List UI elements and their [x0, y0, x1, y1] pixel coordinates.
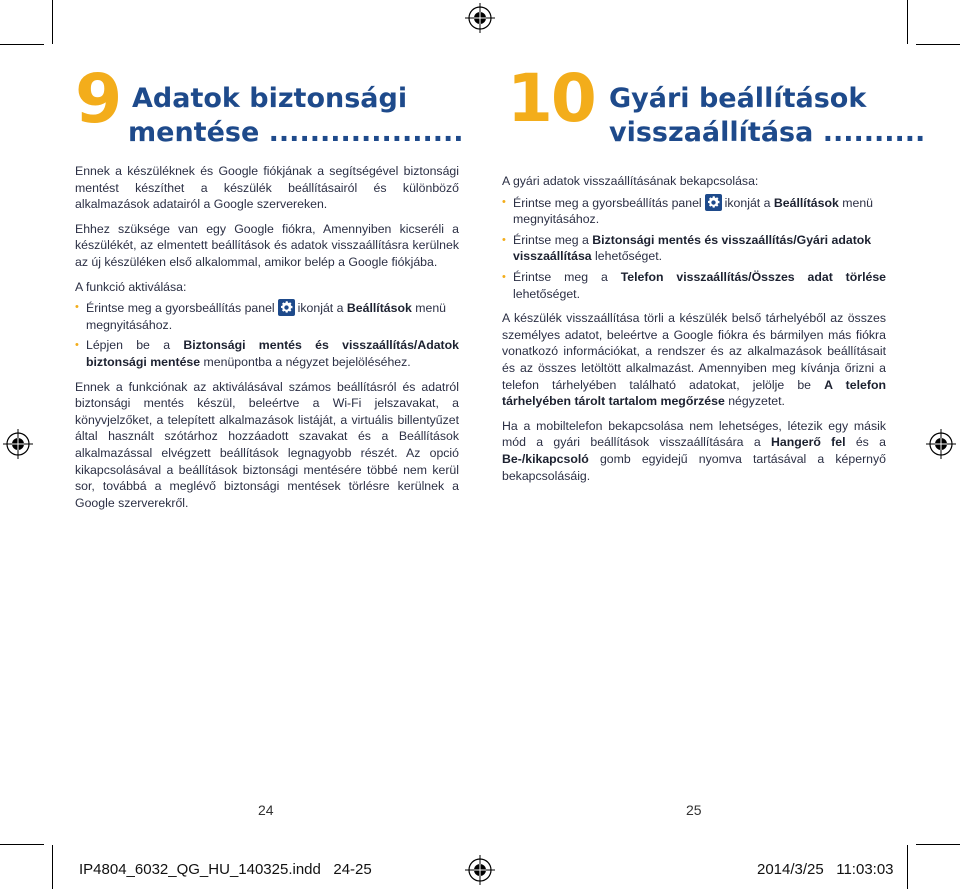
step-text: Érintse meg a gyorsbeállítás panel	[86, 301, 275, 316]
menu-path: Telefon visszaállítás/Összes adat törlése	[620, 269, 887, 284]
print-filename: IP4804_6032_QG_HU_140325.indd 24-25	[79, 861, 372, 878]
paragraph-text: gomb egyidejű nyomva tartásával a képernyő bekapcsolásáig.	[502, 451, 886, 483]
list-item	[75, 299, 459, 333]
step-text: Érintse meg a	[513, 232, 589, 247]
chapter-title	[609, 82, 925, 150]
page-number: 25	[686, 802, 702, 818]
registration-mark-icon	[465, 855, 495, 885]
registration-mark-icon	[465, 3, 495, 33]
settings-gear-icon	[278, 299, 295, 316]
list-item	[75, 337, 459, 370]
chapter-title-line1: Adatok biztonsági	[132, 83, 408, 114]
menu-path: Biztonsági mentés és visszaállítás/Adatok biztonsági mentése	[86, 338, 460, 369]
crop-mark	[907, 0, 908, 44]
step-text: Lépjen be a	[86, 338, 171, 353]
chapter-number: 9	[75, 60, 123, 139]
power-key-label: Be-/kikapcsoló	[502, 451, 589, 466]
paragraph-text: és a	[855, 435, 886, 450]
left-body	[75, 163, 459, 519]
menu-path: Biztonsági mentés és visszaállítás/Gyári adatok visszaállítása	[513, 232, 872, 264]
chapter-number: 10	[507, 60, 595, 137]
registration-mark-icon	[926, 429, 956, 459]
settings-label: Beállítások	[346, 301, 412, 316]
activation-label: A funkció aktiválása:	[75, 279, 187, 294]
paragraph-text: négyzetet.	[728, 394, 785, 409]
print-datetime: 2014/3/25 11:03:03	[757, 861, 894, 878]
crop-mark	[916, 44, 960, 45]
right-body	[502, 173, 886, 492]
activation-steps	[75, 299, 459, 370]
settings-label: Beállítások	[773, 195, 839, 210]
body-paragraph	[502, 310, 886, 410]
settings-gear-icon	[705, 194, 722, 211]
intro-paragraph: A gyári adatok visszaállításának bekapcsolása:	[502, 174, 759, 188]
crop-mark	[0, 844, 44, 845]
step-text: ikonját a	[297, 301, 344, 316]
registration-mark-icon	[3, 429, 33, 459]
step-text: menü megnyitásához.	[513, 195, 874, 227]
step-text: Érintse meg a gyorsbeállítás panel	[513, 195, 702, 210]
list-item	[502, 194, 886, 228]
crop-mark	[52, 0, 53, 44]
crop-mark	[916, 844, 960, 845]
chapter-title-line1: Gyári beállítások	[609, 83, 867, 114]
intro-paragraph: Ennek a készüléknek és Google fiókjának a segítségével biztonsági mentést készíthet a készülék beállításairól és különböző alkalmazások adatairól a Google szervereken.	[75, 164, 459, 212]
crop-mark	[0, 44, 44, 45]
paragraph-text: A készülék visszaállítása törli a készülék belső tárhelyéből az összes személyes adatot, beleértve a Google fiókra és bármilyen más fiókra vonatkozó információkat, a rendszer és az alkalmazások beállításait és az összes letöltött alkalmazást. Amennyiben meg kívánja őrizni a telefon tárhelyében található adatokat, jelölje be	[502, 311, 886, 392]
volume-up-key-label: Hangerő fel	[770, 435, 846, 450]
paragraph-text: Ha a mobiltelefon bekapcsolása nem lehetséges, létezik egy másik mód a gyári beállítások visszaállítására a	[502, 418, 886, 450]
step-text: ikonját a	[724, 195, 771, 210]
page-number: 24	[258, 802, 274, 818]
step-text: menüpontba a négyzet bejelöléséhez.	[203, 354, 411, 369]
crop-mark	[907, 845, 908, 889]
crop-mark	[52, 845, 53, 889]
list-item	[502, 269, 886, 302]
chapter-title-line2: visszaállítása ..........	[609, 117, 926, 148]
body-paragraph	[502, 418, 886, 484]
step-text: Érintse meg a	[513, 269, 608, 284]
chapter-title-line2: mentése ...................	[128, 117, 464, 148]
reset-steps	[502, 194, 886, 303]
list-item	[502, 232, 886, 265]
step-text: lehetőséget.	[513, 286, 581, 301]
step-text: lehetőséget.	[595, 249, 663, 264]
body-paragraph: Ennek a funkciónak az aktiválásával számos beállításról és adatról biztonsági mentés készül, beleértve a Wi-Fi jelszavakat, a könyvjelzőket, a telepített alkalmazások listáját, a virtuális billentyűzet által használt szótárhoz hozzáadott szavakat és a Beállítások alkalmazással elvégzett beállítások legnagyobb részét. Az opció kikapcsolásával a beállítások biztonsági mentésére többé nem kerül sor, továbbá a meglévő biztonsági mentések törlésre kerülnek a Google szerverekről.	[75, 379, 459, 510]
step-text: menü megnyitásához.	[86, 301, 447, 332]
body-paragraph: Ehhez szüksége van egy Google fiókra, Amennyiben kicseréli a készülékét, az elmentett beállítások és adatok visszaállításra kerülnek az új készüléken első alkalommal, amikor belép a Google fiókjába.	[75, 221, 459, 269]
checkbox-label: A telefon tárhelyében tárolt tartalom megőrzése	[502, 377, 886, 409]
chapter-title	[128, 82, 464, 150]
